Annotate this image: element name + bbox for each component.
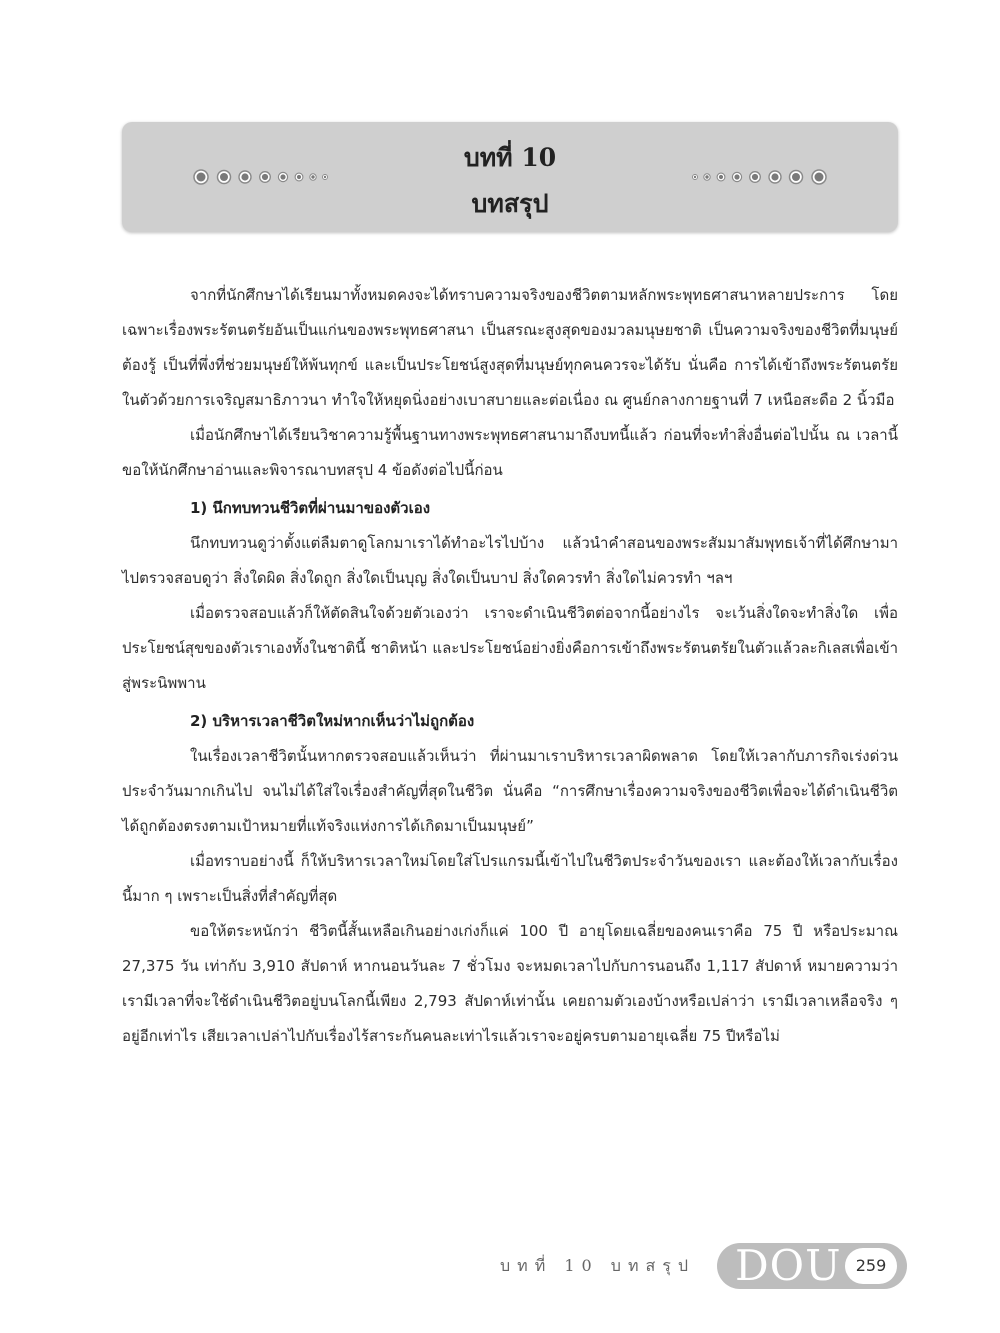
decorative-dots-right-icon <box>678 165 828 189</box>
page-footer <box>500 1240 900 1290</box>
footer-chapter-reference: บทที่ 10 บทสรุป <box>500 1256 695 1275</box>
chapter-title: บทสรุป <box>471 189 549 218</box>
intro-paragraph-1: จากที่นักศึกษาได้เรียนมาทั้งหมดคงจะได้ทราบความจริงของชีวิตตามหลักพระพุทธศาสนาหลายประการ โดยเฉพาะเรื่องพระรัตนตรัยอันเป็นแก่นของพระพุทธศาสนา เป็นสรณะสูงสุดของมวลมนุษยชาติ เป็นความจริงของชีวิตที่มนุษย์ต้องรู้ เป็นที่พึ่งที่ช่วยมนุษย์ให้พ้นทุกข์ และเป็นประโยชน์สูงสุดที่มนุษย์ทุกคนควรจะได้รับ นั่นคือ การได้เข้าถึงพระรัตนตรัยในตัวด้วยการเจริญสมาธิภาวนา ทำใจให้หยุดนิ่งอย่างเบาสบายและต่อเนื่อง ณ ศูนย์กลางกายฐานที่ 7 เหนือสะดือ 2 นิ้วมือ <box>122 286 898 409</box>
section-2-paragraph-2: เมื่อทราบอย่างนี้ ก็ให้บริหารเวลาใหม่โดยใส่โปรแกรมนี้เข้าไปในชีวิตประจำวันของเรา และต้องให้เวลากับเรื่องนี้มาก ๆ เพราะเป็นสิ่งที่สำคัญที่สุด <box>122 852 898 905</box>
chapter-number: บทที่ 10 <box>463 143 557 172</box>
page-number: 259 <box>845 1248 897 1284</box>
section-1-paragraph-2: เมื่อตรวจสอบแล้วก็ให้ตัดสินใจด้วยตัวเองว่า เราจะดำเนินชีวิตต่อจากนี้อย่างไร จะเว้นสิ่งใดจะทำสิ่งใด เพื่อประโยชน์สุขของตัวเราเองทั้งในชาตินี้ ชาติหน้า และประโยชน์อย่างยิ่งคือการเข้าถึงพระรัตนตรัยในตัวแล้วละกิเลสเพื่อเข้าสู่พระนิพพาน <box>122 604 898 692</box>
intro-paragraph-2: เมื่อนักศึกษาได้เรียนวิชาความรู้พื้นฐานทางพระพุทธศาสนามาถึงบทนี้แล้ว ก่อนที่จะทำสิ่งอื่นต่อไปนั้น ณ เวลานี้ขอให้นักศึกษาอ่านและพิจารณาบทสรุป 4 ข้อดังต่อไปนี้ก่อน <box>122 426 898 479</box>
dou-logo: DOU <box>735 1241 842 1290</box>
decorative-dots-left-icon <box>192 165 342 189</box>
footer-badge <box>717 1243 907 1289</box>
section-2-heading: 2) บริหารเวลาชีวิตใหม่หากเห็นว่าไม่ถูกต้อง <box>190 712 475 730</box>
section-1-paragraph-1: นึกทบทวนดูว่าตั้งแต่ลืมตาดูโลกมาเราได้ทำอะไรไปบ้าง แล้วนำคำสอนของพระสัมมาสัมพุทธเจ้าที่ได้ศึกษามาไปตรวจสอบดูว่า สิ่งใดผิด สิ่งใดถูก สิ่งใดเป็นบุญ สิ่งใดเป็นบาป สิ่งใดควรทำ สิ่งใดไม่ควรทำ ฯลฯ <box>122 534 898 587</box>
chapter-body <box>122 278 898 1054</box>
section-2-paragraph-1: ในเรื่องเวลาชีวิตนั้นหากตรวจสอบแล้วเห็นว่า ที่ผ่านมาเราบริหารเวลาผิดพลาด โดยให้เวลากับภารกิจเร่งด่วนประจำวันมากเกินไป จนไม่ได้ใส่ใจเรื่องสำคัญที่สุดในชีวิต นั่นคือ “การศึกษาเรื่องความจริงของชีวิตเพื่อจะได้ดำเนินชีวิตได้ถูกต้องตรงตามเป้าหมายที่แท้จริงแห่งการได้เกิดมาเป็นมนุษย์” <box>122 747 898 835</box>
section-2-paragraph-3: ขอให้ตระหนักว่า ชีวิตนี้สั้นเหลือเกินอย่างเก่งก็แค่ 100 ปี อายุโดยเฉลี่ยของคนเราคือ 75 ปี หรือประมาณ 27,375 วัน เท่ากับ 3,910 สัปดาห์ หากนอนวันละ 7 ชั่วโมง จะหมดเวลาไปกับการนอนถึง 1,117 สัปดาห์ หมายความว่าเรามีเวลาที่จะใช้ดำเนินชีวิตอยู่บนโลกนี้เพียง 2,793 สัปดาห์เท่านั้น เคยถามตัวเองบ้างหรือเปล่าว่า เรามีเวลาเหลือจริง ๆ อยู่อีกเท่าไร เสียเวลาเปล่าไปกับเรื่องไร้สาระกันคนละเท่าไรแล้วเราจะอยู่ครบตามอายุเฉลี่ย 75 ปีหรือไม่ <box>122 922 898 1045</box>
section-1-heading: 1) นึกทบทวนชีวิตที่ผ่านมาของตัวเอง <box>190 499 431 517</box>
